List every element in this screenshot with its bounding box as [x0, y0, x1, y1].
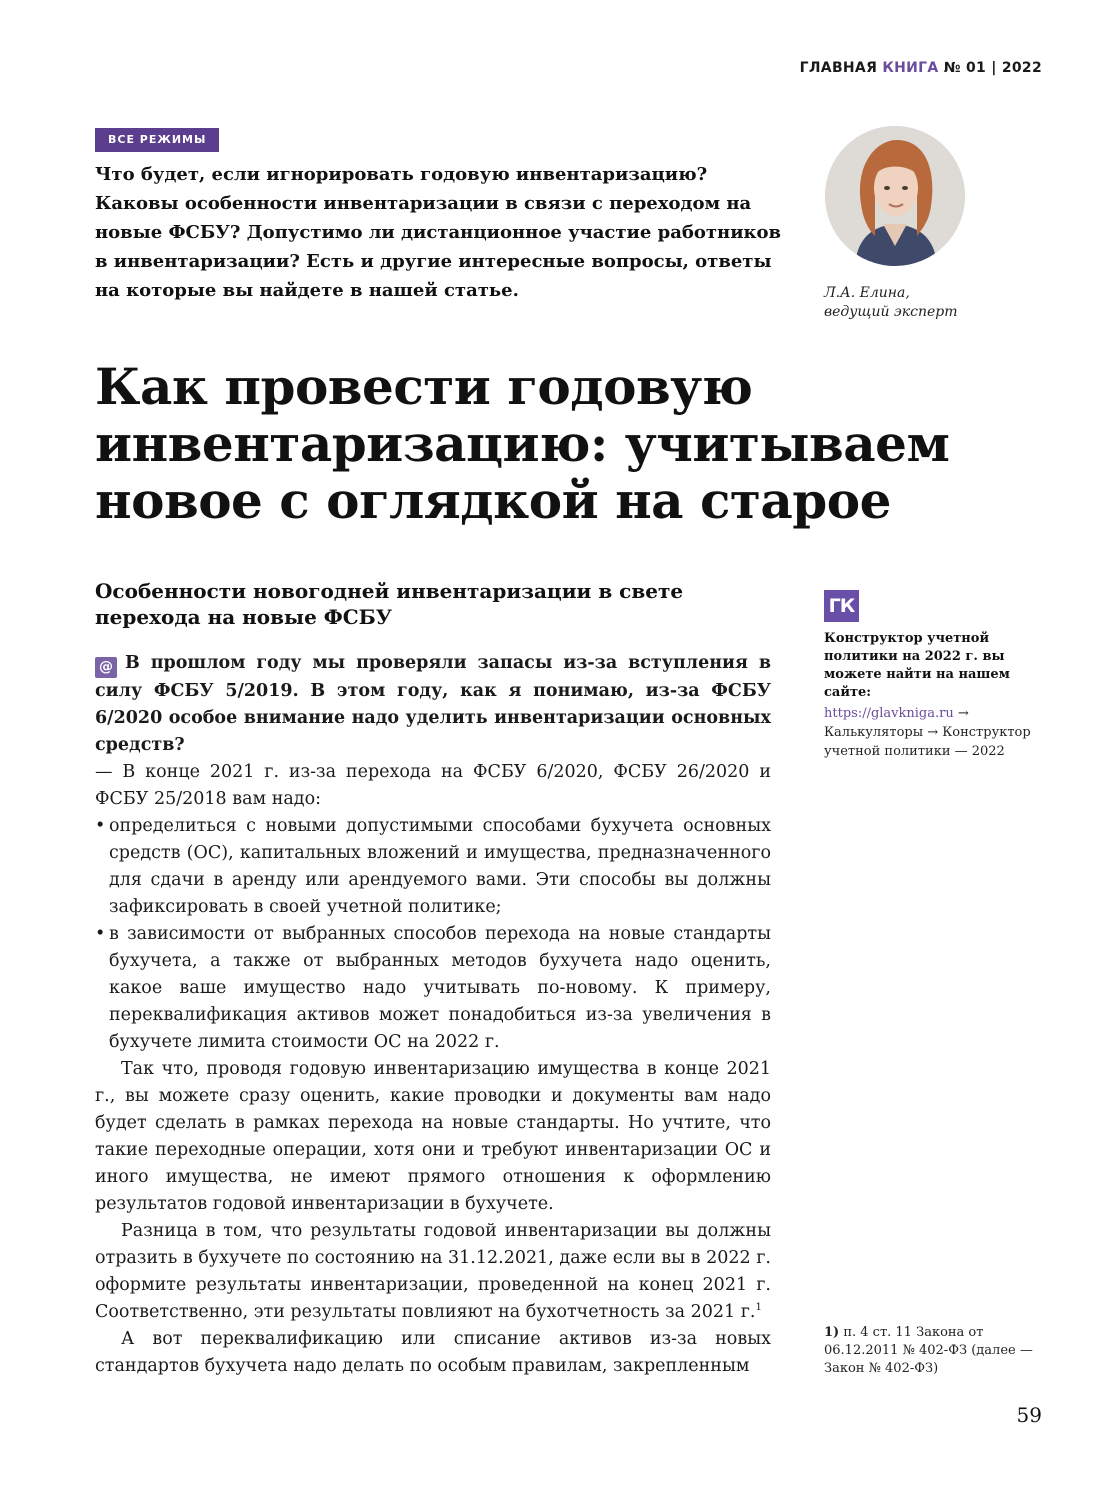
footnote-ref[interactable]: 1 — [755, 1302, 762, 1313]
footnote-text: п. 4 ст. 11 Закона от 06.12.2011 № 402-ФЗ (далее — Закон № 402-ФЗ) — [824, 1325, 1033, 1376]
paragraph: Разница в том, что результаты годовой инвентаризации вы должны отразить в бухучете по состоянию на 31.12.2021, даже если вы в 2022 г. оформите результаты инвентаризации, проведенной на конец 2021 г. Соответственно, эти результаты повлияют на бухотчетность за 2021 г.$^1$ — [95, 1221, 771, 1322]
reader-question — [95, 650, 771, 759]
site-path: → Калькуляторы → Конструктор учетной политики — 2022 — [824, 706, 1031, 759]
section-subhead: Особенности новогодней инвентаризации в свете перехода на новые ФСБУ — [95, 579, 684, 629]
article-title: Как провести годовую инвентаризацию: учитываем новое с оглядкой на старое — [95, 357, 950, 530]
category-tag: ВСЕ РЕЖИМЫ — [95, 128, 219, 152]
bullet-mark: • — [95, 816, 106, 836]
bullet-mark: • — [95, 924, 106, 944]
issue-number: № 01 | 2022 — [943, 60, 1042, 76]
footnote — [824, 1324, 1039, 1378]
question-text: В прошлом году мы проверяли запасы из-за вступления в силу ФСБУ 5/2019. В этом году, как я понимаю, из-за ФСБУ 6/2020 особое внимание надо уделить инвентаризации основных средств? — [95, 653, 771, 755]
author-role: ведущий эксперт — [824, 304, 958, 320]
article-lead: Что будет, если игнорировать годовую инвентаризацию? Каковы особенности инвентаризации в связи с переходом на новые ФСБУ? Допустимо ли дистанционное участие работников в инвентаризации? Есть и другие интересные вопросы, ответы на которые вы найдете в нашей статье. — [95, 164, 782, 301]
sidebar-note-title: Конструктор учетной политики на 2022 г. вы можете найти на нашем сайте: — [824, 631, 1010, 700]
author-portrait-icon — [825, 126, 965, 266]
article-body — [95, 650, 771, 1380]
author-photo — [825, 126, 965, 266]
paragraph: Так что, проводя годовую инвентаризацию имущества в конце 2021 г., вы можете сразу оценить, какие проводки и документы вам надо будет сделать в рамках перехода на новые стандарты. Но учтите, что такие переходные операции, хотя они и требуют инвентаризации ОС и иного имущества, не имеют прямого отношения к оформлению результатов годовой инвентаризации в бухучете. — [95, 1059, 771, 1214]
answer-intro: — В конце 2021 г. из-за перехода на ФСБУ 6/2020, ФСБУ 26/2020 и ФСБУ 25/2018 вам надо: — [95, 762, 771, 809]
page-number: 59 — [1016, 1403, 1042, 1427]
footnote-number: 1) — [824, 1325, 840, 1340]
site-link[interactable]: https://glavkniga.ru — [824, 706, 954, 721]
magazine-name-part2: КНИГА — [882, 60, 939, 76]
running-header — [800, 60, 1042, 76]
list-item: • в зависимости от выбранных способов перехода на новые стандарты бухучета, а также от выбранных методов бухучета надо оценить, какое ваше имущество надо учитывать по-новому. К примеру, переквалификация активов может понадобиться из-за увеличения в бухучете лимита стоимости ОС на 2022 г. — [95, 921, 771, 1056]
sidebar-note-body — [824, 704, 1044, 761]
magazine-name-part1: ГЛАВНАЯ — [799, 60, 878, 76]
author-caption — [824, 284, 958, 322]
author-name: Л.А. Елина, — [824, 285, 910, 301]
at-icon: @ — [95, 657, 117, 678]
bullet-list — [95, 813, 771, 1056]
list-item: • определиться с новыми допустимыми способами бухучета основных средств (ОС), капитальных вложений и имущества, предназначенного для сдачи в аренду или арендуемого вами. Эти способы вы должны зафиксировать в своей учетной политике; — [95, 813, 771, 921]
glavkniga-logo-icon: ГК — [824, 590, 859, 622]
paragraph: А вот переквалификацию или списание активов из-за новых стандартов бухучета надо делать по особым правилам, закрепленным — [95, 1329, 771, 1376]
